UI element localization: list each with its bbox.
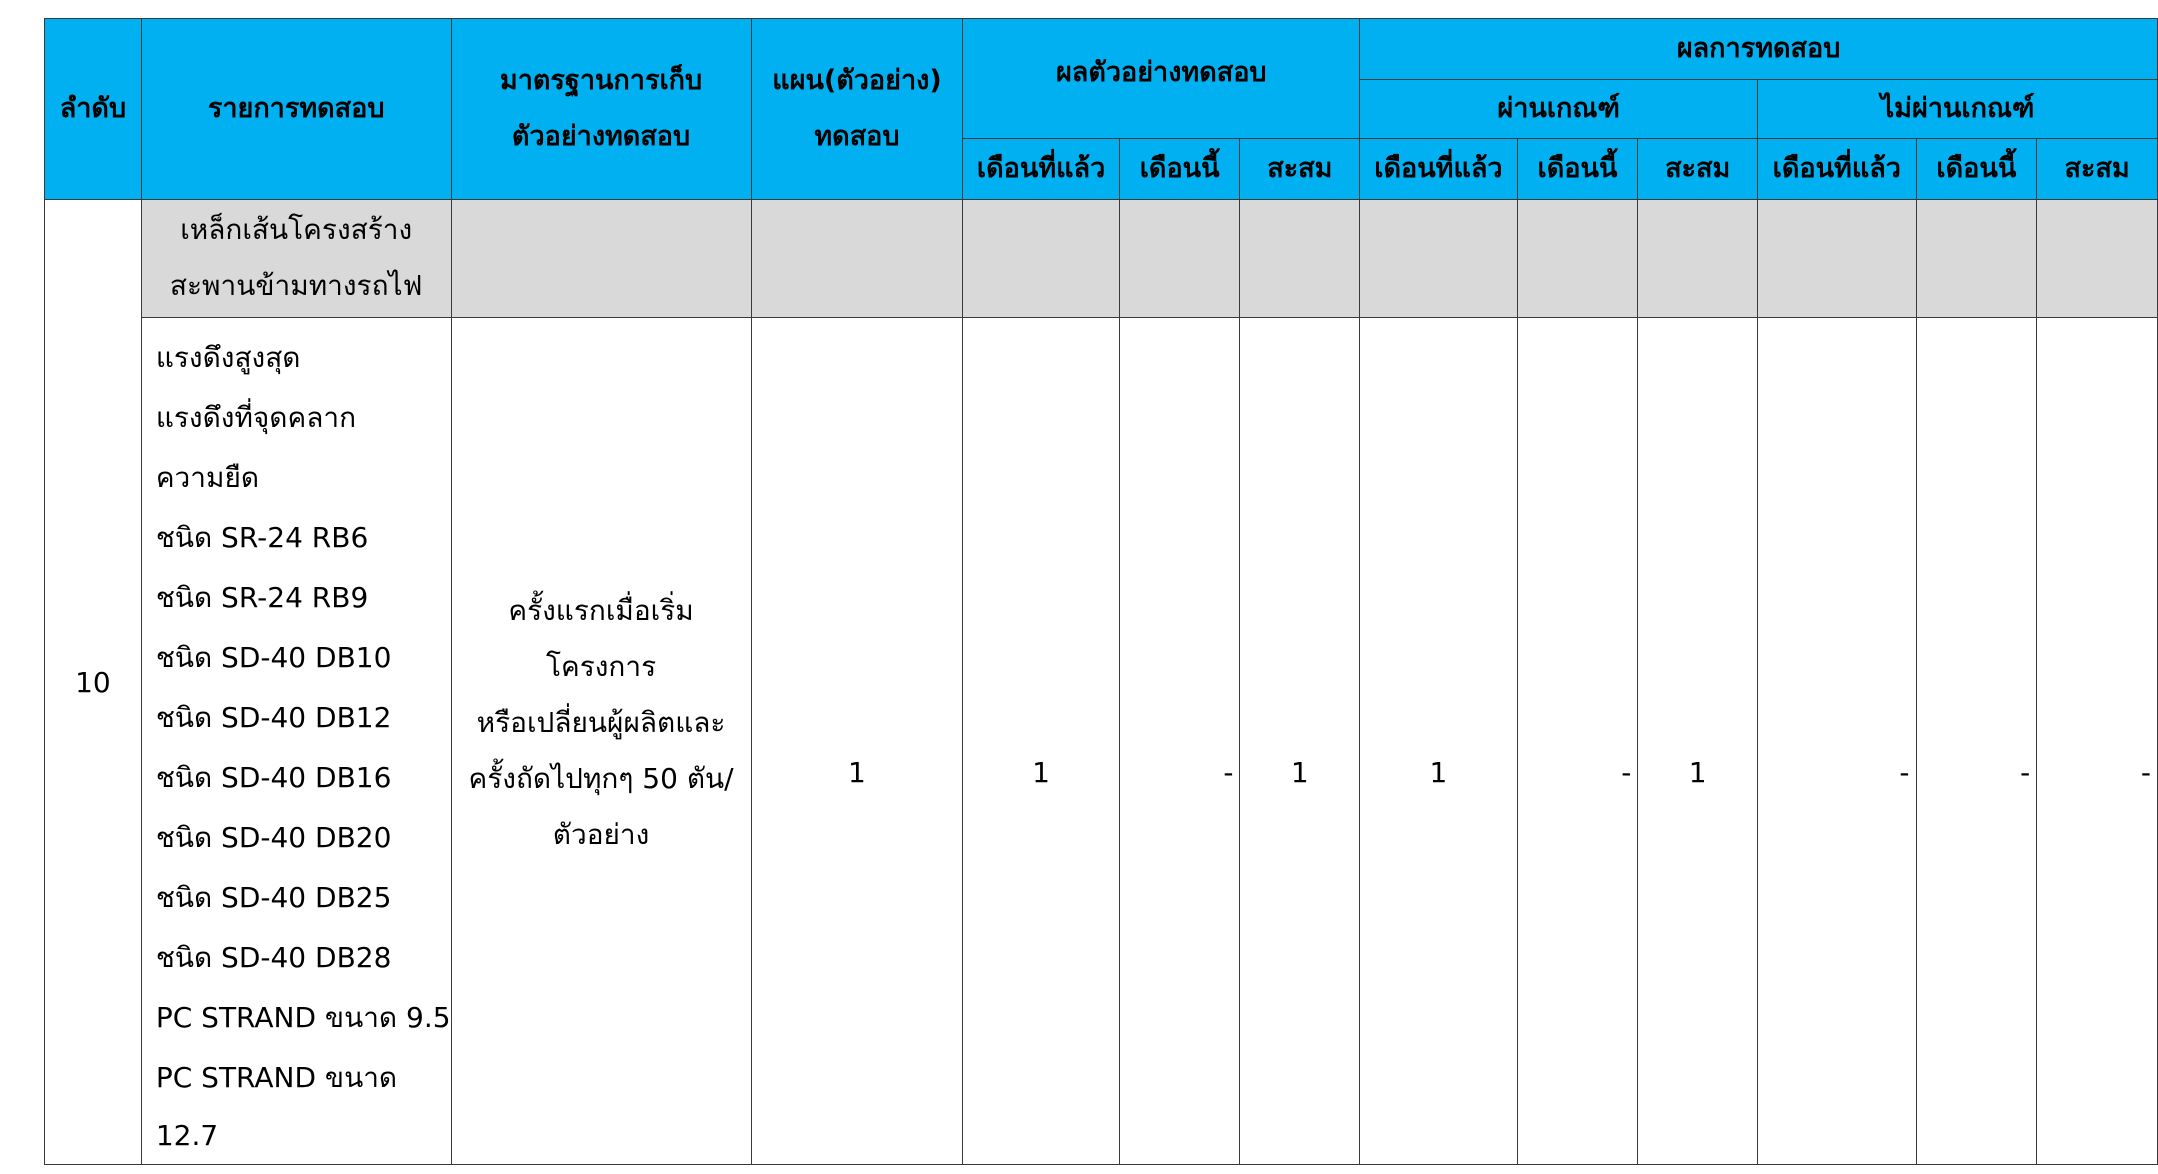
sampling-standard-line1: ครั้งแรกเมื่อเริ่มโครงการ [508,594,694,683]
header-plan-line2: ทดสอบ [814,121,900,152]
pass-cumulative-value: 1 [1638,318,1758,1165]
header-sample-cumulative: สะสม [1240,139,1360,200]
header-fail-last-month: เดือนที่แล้ว [1758,139,1916,200]
category-title-line2: สะพานข้ามทางรถไฟ [169,269,423,302]
category-cell-empty [963,200,1119,318]
category-cell-empty [451,200,751,318]
test-item: แรงดึงที่จุดคลาก [155,401,357,434]
header-pass-this-month: เดือนนี้ [1517,139,1638,200]
category-cell-empty [1916,200,2037,318]
header-sampling-standard [451,19,751,200]
category-title [141,200,451,318]
header-seq: ลำดับ [45,19,142,200]
sample-this-month-value: - [1119,318,1240,1165]
category-cell-empty [1638,200,1758,318]
category-row [45,200,2158,318]
test-item: ชนิด SD-40 DB20 [155,821,392,854]
test-item: ชนิด SD-40 DB10 [155,641,392,674]
test-item: 12.7 [155,1119,219,1152]
header-pass-cumulative: สะสม [1638,139,1758,200]
category-cell-empty [751,200,963,318]
test-item: PC STRAND ขนาด 9.5 [155,1001,451,1034]
header-test-item: รายการทดสอบ [141,19,451,200]
test-items-list [141,318,451,1165]
test-item: ชนิด SD-40 DB16 [155,761,392,794]
sample-cumulative-value: 1 [1240,318,1360,1165]
data-row [45,318,2158,1165]
header-fail-cumulative: สะสม [2037,139,2158,200]
category-cell-empty [1360,200,1517,318]
header-sample-this-month: เดือนนี้ [1119,139,1240,200]
plan-value: 1 [751,318,963,1165]
header-test-result: ผลการทดสอบ [1360,19,2158,80]
test-item: ความยืด [155,461,260,494]
pass-last-month-value: 1 [1360,318,1517,1165]
sampling-standard-line2: หรือเปลี่ยนผู้ผลิตและ [476,706,726,739]
test-item: แรงดึงสูงสุด [155,341,301,374]
fail-last-month-value: - [1758,318,1916,1165]
header-fail: ไม่ผ่านเกณฑ์ [1758,80,2158,139]
test-item: ชนิด SD-40 DB25 [155,881,392,914]
category-cell-empty [2037,200,2158,318]
category-cell-empty [1119,200,1240,318]
sampling-standard-line3: ครั้งถัดไปทุกๆ 50 ตัน/ [468,762,734,795]
pass-this-month-value: - [1517,318,1638,1165]
header-sample-result: ผลตัวอย่างทดสอบ [963,19,1360,139]
test-item: ชนิด SD-40 DB28 [155,941,392,974]
header-sampling-standard-line1: มาตรฐานการเก็บ [499,65,703,96]
test-item: ชนิด SD-40 DB12 [155,701,392,734]
header-sampling-standard-line2: ตัวอย่างทดสอบ [511,121,691,152]
header-pass-last-month: เดือนที่แล้ว [1360,139,1517,200]
fail-this-month-value: - [1916,318,2037,1165]
category-cell-empty [1240,200,1360,318]
report-table-container [44,18,2158,1165]
category-cell-empty [1517,200,1638,318]
header-plan [751,19,963,200]
header-pass: ผ่านเกณฑ์ [1360,80,1758,139]
test-item: PC STRAND ขนาด [155,1061,398,1094]
header-sample-last-month: เดือนที่แล้ว [963,139,1119,200]
category-title-line1: เหล็กเส้นโครงสร้าง [180,213,413,246]
test-item: ชนิด SR-24 RB9 [155,581,369,614]
sample-last-month-value: 1 [963,318,1119,1165]
test-results-table [44,18,2158,1165]
row-seq: 10 [45,200,142,1165]
sampling-standard-line4: ตัวอย่าง [552,818,650,851]
header-plan-line1: แผน(ตัวอย่าง) [772,65,942,96]
sampling-standard [451,318,751,1165]
category-cell-empty [1758,200,1916,318]
fail-cumulative-value: - [2037,318,2158,1165]
header-fail-this-month: เดือนนี้ [1916,139,2037,200]
test-item: ชนิด SR-24 RB6 [155,521,369,554]
